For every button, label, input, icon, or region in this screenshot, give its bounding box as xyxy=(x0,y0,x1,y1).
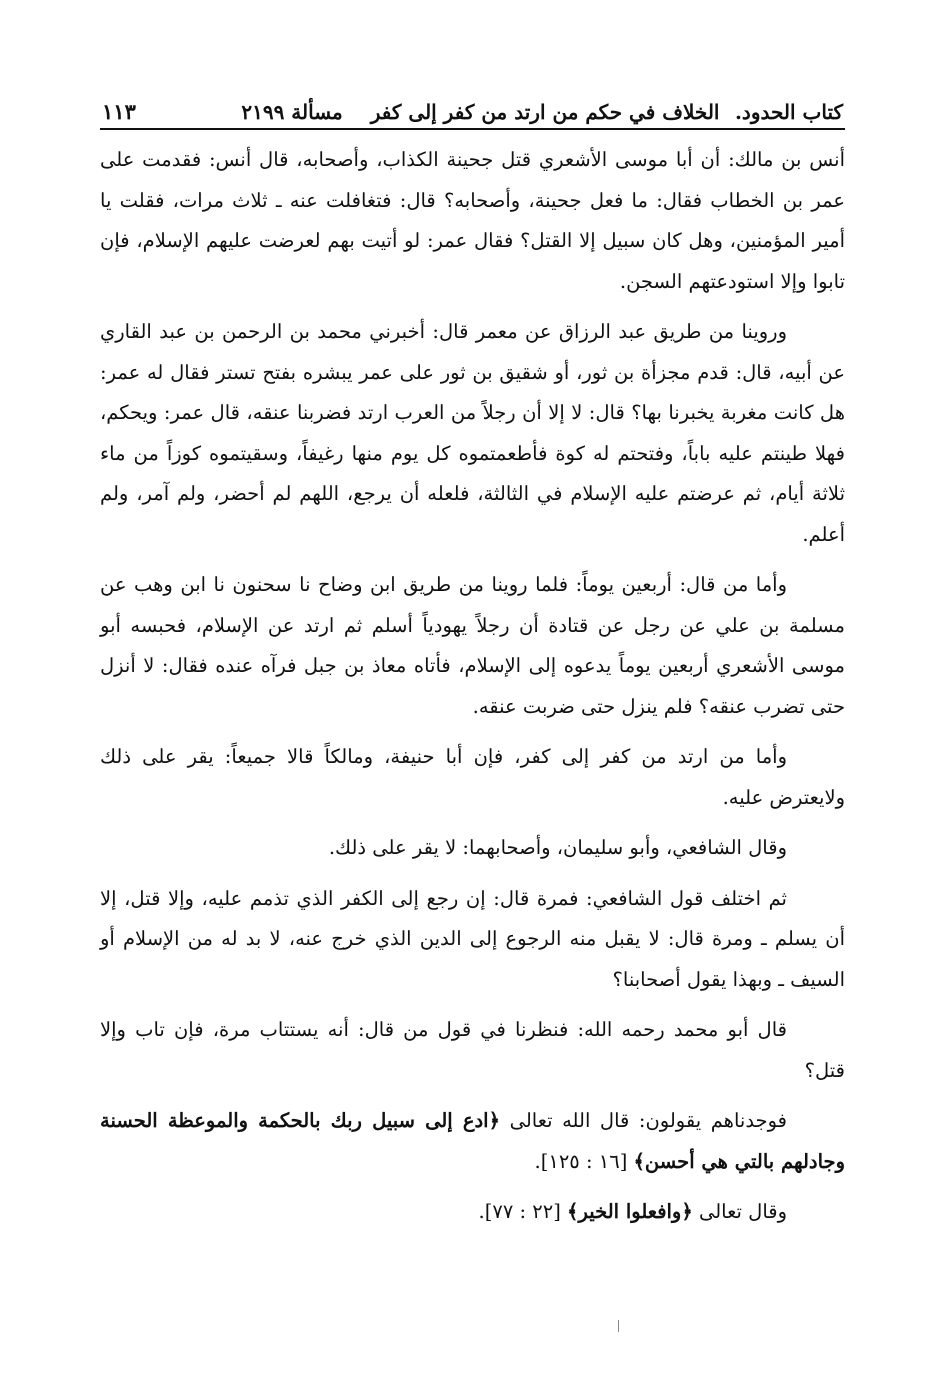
quran-verse-2: ﴿وافعلوا الخير﴾ xyxy=(567,1200,693,1223)
quran-lead-2: وقال تعالى xyxy=(692,1200,787,1223)
quran-ref-1: [١٦ : ١٢٥]. xyxy=(534,1149,634,1173)
body-text xyxy=(100,130,845,1233)
quran-verse-1: ﴿ادع إلى سبيل ربك بالحكمة والموعظة الحسنة وجادلهم بالتي هي أحسن﴾ xyxy=(100,1109,845,1173)
quran-ref-2: [٢٢ : ٧٧]. xyxy=(478,1200,568,1223)
scan-mark xyxy=(618,1320,619,1332)
paragraph-6: ثم اختلف قول الشافعي: فمرة قال: إن رجع إلى الكفر الذي تذمم عليه، وإلا قتل، إلا أن يسلم ـ ومرة قال: لا يقبل منه الرجوع إلى الدين الذي خرج عنه، لا بد له من الإسلام أو السيف ـ وبهذا يقول أصحابنا؟ xyxy=(100,886,845,991)
paragraph-3: وأما من قال: أربعين يوماً: فلما روينا من طريق ابن وضاح نا سحنون نا ابن وهب عن مسلمة بن علي عن رجل عن قتادة أن رجلاً يهودياً أسلم ثم ارتد عن الإسلام، فحبسه أبو موسى الأشعري أربعين يوماً يدعوه إلى الإسلام، فأتاه معاذ بن جبل فرآه عنده فقال: لا أنزل حتى تضرب عنقه؟ فلم ينزل حتى ضربت عنقه. xyxy=(100,573,845,718)
paragraph-7: قال أبو محمد رحمه الله: فنظرنا في قول من قال: أنه يستتاب مرة، فإن تاب وإلا قتل؟ xyxy=(100,1018,845,1082)
header-center xyxy=(241,100,719,124)
page-number: ١١٣ xyxy=(102,99,136,124)
page xyxy=(100,82,845,1342)
quran-paragraph-2 xyxy=(100,1192,845,1233)
paragraph-1: أنس بن مالك: أن أبا موسى الأشعري قتل جحينة الكذاب، وأصحابه، قال أنس: فقدمت على عمر بن الخطاب فقال: ما فعل جحينة، وأصحابه؟ قال: فتغافلت عنه ـ ثلاث مرات، فقلت يا أمير المؤمنين، وهل كان سبيل إلا القتل؟ فقال عمر: لو أتيت بهم لعرضت عليهم الإسلام، فإن تابوا وإلا استودعتهم السجن. xyxy=(100,148,845,293)
paragraph-2: وروينا من طريق عبد الرزاق عن معمر قال: أخبرني محمد بن الرحمن بن عبد القاري عن أبيه، قال: قدم مجزأة بن ثور، أو شقيق بن ثور على عمر يبشره بفتح تستر فقال له عمر: هل كانت مغربة يخبرنا بها؟ قال: لا إلا أن رجلاً من العرب ارتد فضربنا عنقه، قال عمر: ويحكم، فهلا طينتم عليه باباً، وفتحتم له كوة فأطعمتموه كل يوم منها رغيفاً، وسقيتموه كوزاً من ماء ثلاثة أيام، ثم عرضتم عليه الإسلام في الثالثة، فلعله أن يرجع، اللهم لم أحضر، ولم آمر، ولم أعلم. xyxy=(100,320,845,546)
header-issue: مسألة ٢١٩٩ xyxy=(241,100,343,124)
header-topic: الخلاف في حكم من ارتد من كفر إلى كفر xyxy=(370,100,720,124)
paragraph-5: وقال الشافعي، وأبو سليمان، وأصحابهما: لا يقر على ذلك. xyxy=(328,836,787,859)
quran-paragraph-1 xyxy=(100,1101,845,1182)
header-book-title: كتاب الحدود. xyxy=(734,100,843,124)
quran-lead-1: فوجدناهم يقولون: قال الله تعالى xyxy=(500,1109,788,1132)
running-header xyxy=(100,82,845,130)
paragraph-4: وأما من ارتد من كفر إلى كفر، فإن أبا حنيفة، ومالكاً قالا جميعاً: يقر على ذلك ولايعترض عليه. xyxy=(100,745,845,809)
